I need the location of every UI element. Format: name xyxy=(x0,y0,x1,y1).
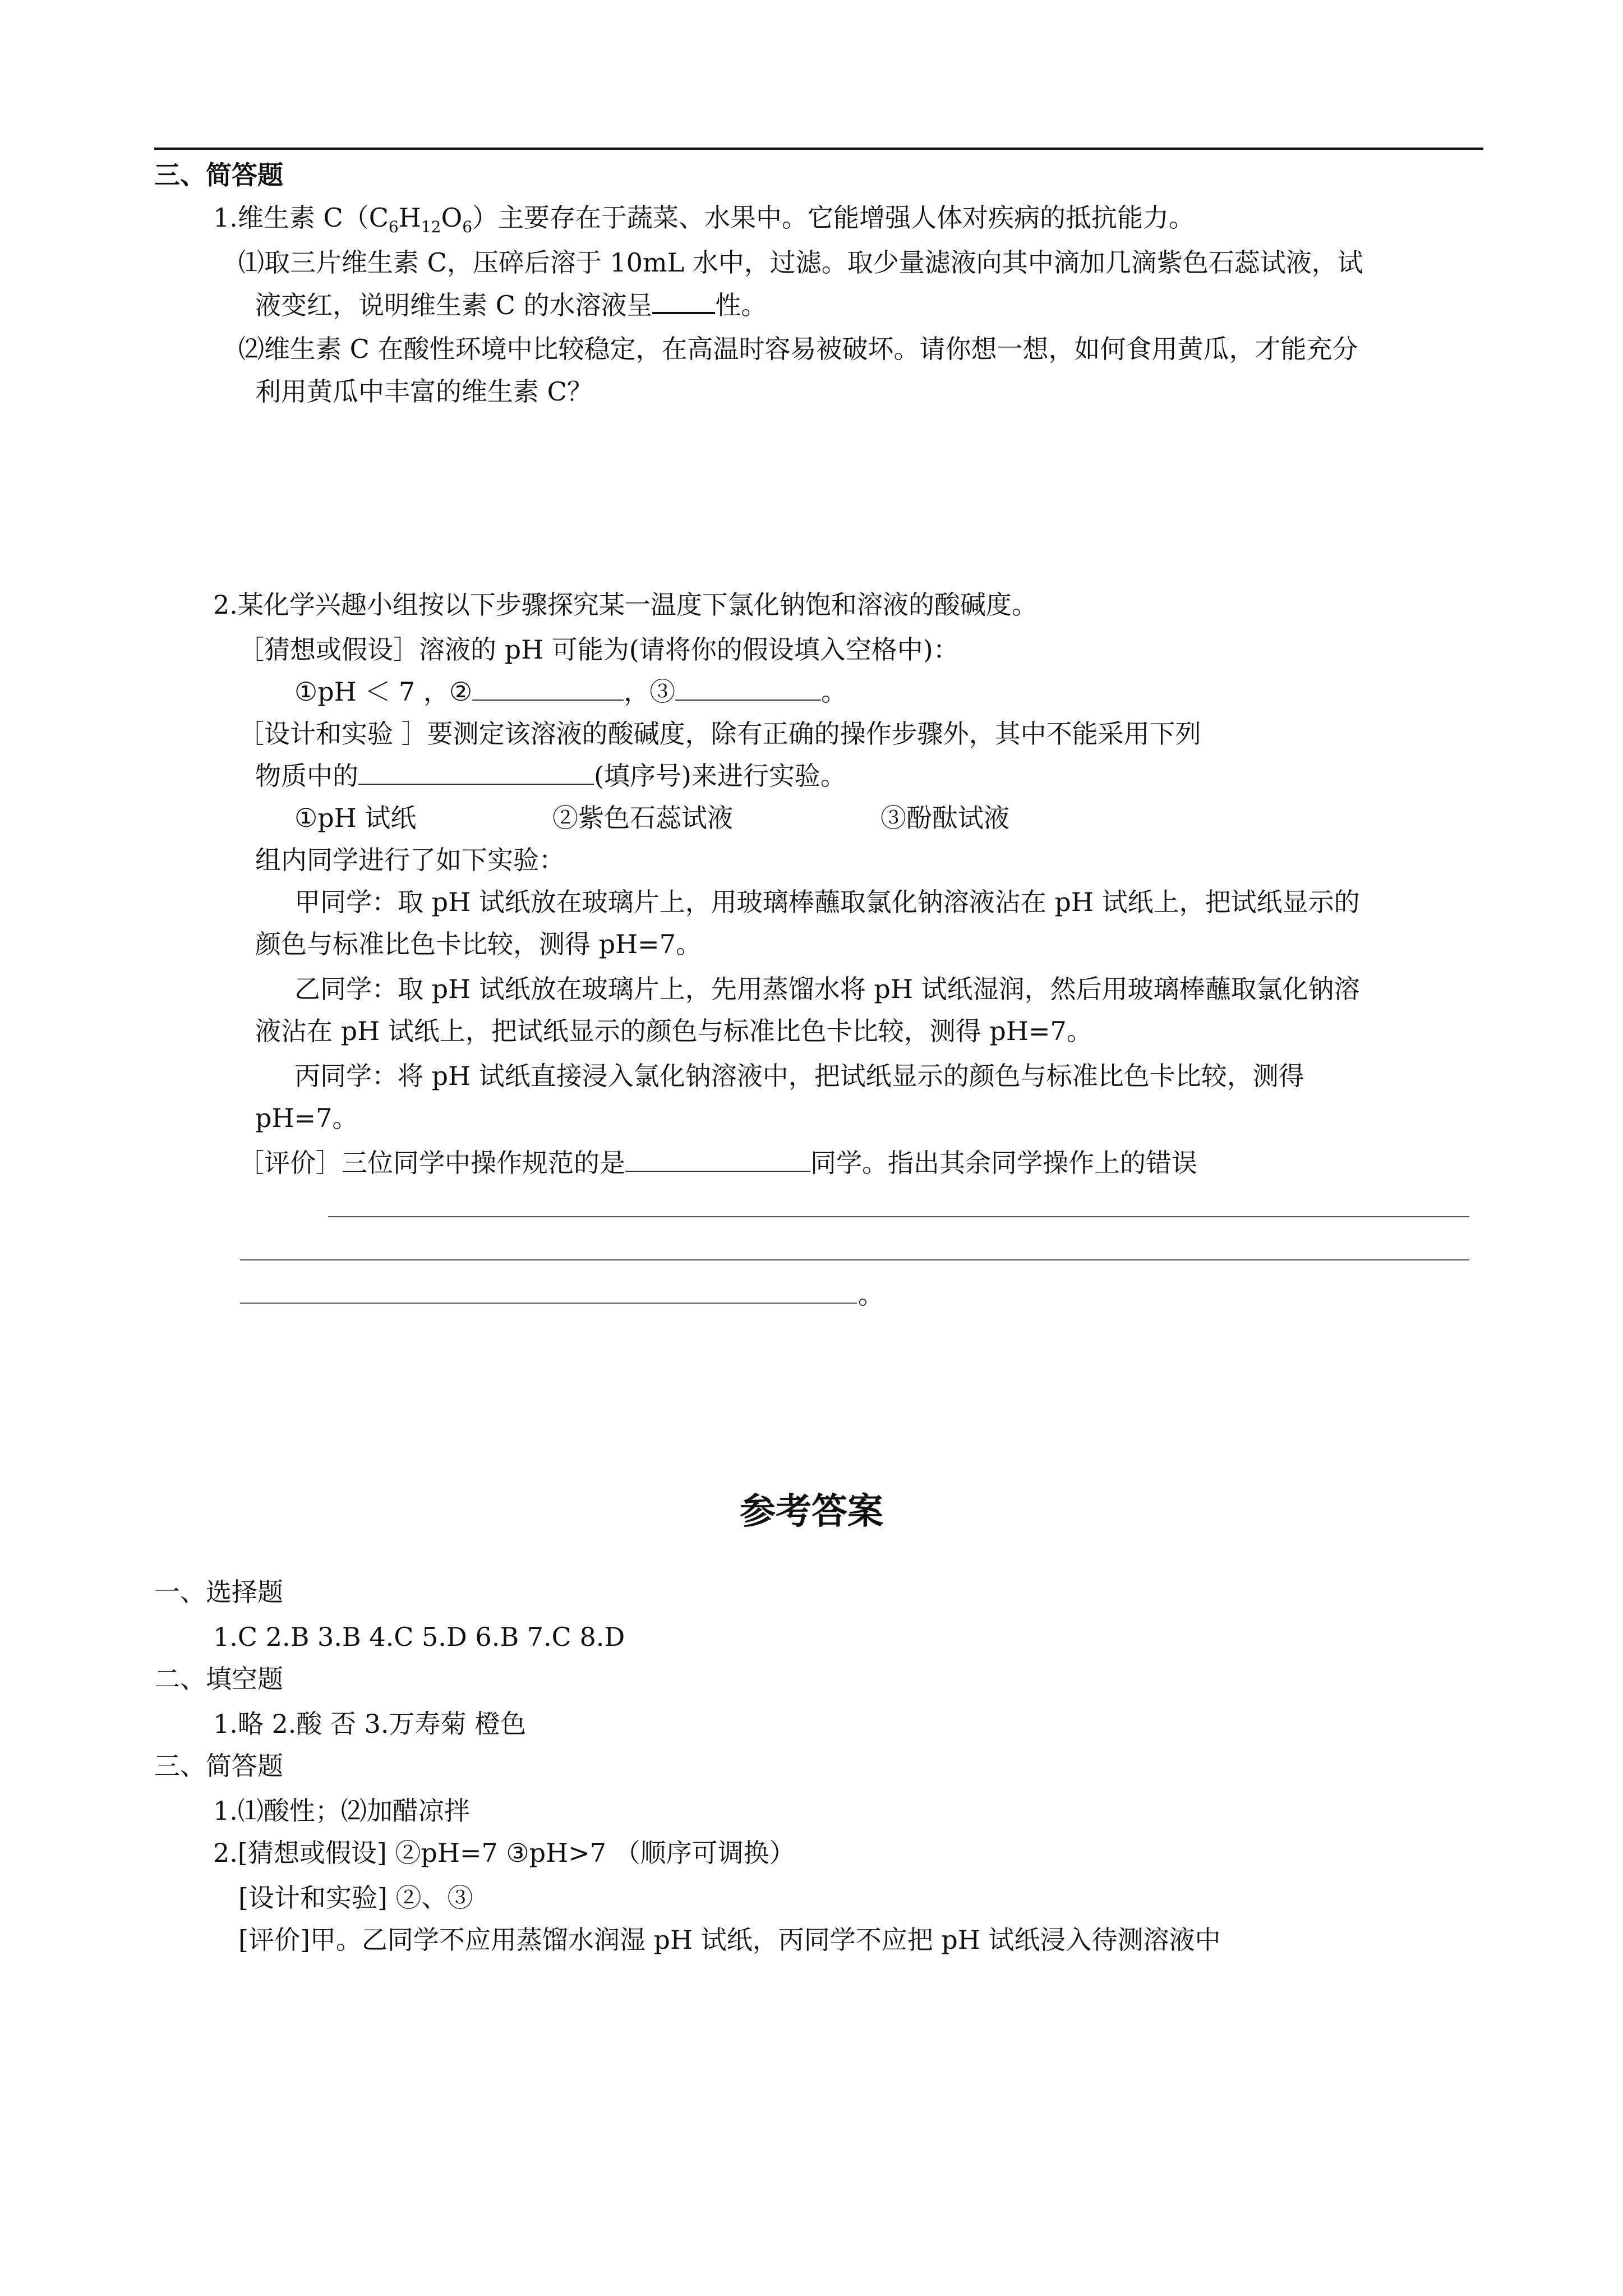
design-blank[interactable] xyxy=(358,759,594,785)
header-rule xyxy=(154,148,1483,150)
q1-stem xyxy=(213,201,1195,234)
q1-part2-line1: ⑵维生素 C 在酸性环境中比较稳定，在高温时容易被破坏。请你想一想，如何食用黄瓜，才能充分 xyxy=(238,334,1358,364)
jia-line1: 甲同学：取 pH 试纸放在玻璃片上，用玻璃棒蘸取氯化钠溶液沾在 pH 试纸上，把试纸显示的 xyxy=(294,887,1360,917)
section-heading-short-answer: 三、简答题 xyxy=(154,160,283,190)
answers-sec3-q2-line3: [评价]甲。乙同学不应用蒸馏水润湿 pH 试纸，丙同学不应把 pH 试纸浸入待测溶液中 xyxy=(238,1925,1221,1955)
reagent-ph-paper: ①pH 试纸 xyxy=(294,803,417,833)
bing-line1: 丙同学：将 pH 试纸直接浸入氯化钠溶液中，把试纸显示的颜色与标准比色卡比较，测得 xyxy=(294,1061,1304,1091)
q1-part2-line2: 利用黄瓜中丰富的维生素 C？ xyxy=(255,376,593,407)
q1-part1-suffix: 性。 xyxy=(715,290,767,320)
answers-sec3-q1: 1.⑴酸性；⑵加醋凉拌 xyxy=(213,1796,470,1826)
answer-line-2[interactable] xyxy=(240,1259,1469,1260)
option-ph-lt-7: ①pH ＜ 7 ，② xyxy=(294,677,473,707)
option-end: 。 xyxy=(821,677,847,707)
answers-sec3-q2-line1: 2.[猜想或假设] ②pH=7 ③pH>7 （顺序可调换） xyxy=(213,1838,795,1868)
jia-line2: 颜色与标准比色卡比较，测得 pH=7。 xyxy=(255,929,702,959)
eval-suffix: 同学。指出其余同学操作上的错误 xyxy=(810,1148,1197,1178)
answer-key-title: 参考答案 xyxy=(740,1490,883,1533)
answer-line-3[interactable] xyxy=(240,1303,857,1304)
q2-hypothesis: ［猜想或假设］溶液的 pH 可能为(请将你的假设填入空格中)： xyxy=(238,634,959,665)
option-sep: ，③ xyxy=(624,677,676,707)
eval-prefix: ［评价］三位同学中操作规范的是 xyxy=(238,1148,625,1178)
formula-subscript-c: 6 xyxy=(388,218,399,236)
q1-part1-line2 xyxy=(255,287,767,322)
answers-sec3-q2-line2: [设计和实验] ②、③ xyxy=(238,1883,473,1913)
q2-hypothesis-options xyxy=(294,675,847,708)
formula-subscript-h: 12 xyxy=(421,218,441,236)
design-suffix: (填序号)来进行实验。 xyxy=(594,761,846,791)
hypothesis-blank-3[interactable] xyxy=(675,675,821,701)
answers-sec2-list: 1.略 2.酸 否 3.万寿菊 橙色 xyxy=(213,1709,527,1739)
reagent-phenolphthalein: ③酚酞试液 xyxy=(880,803,1009,833)
hypothesis-blank-2[interactable] xyxy=(472,675,624,701)
q1-stem-suffix: ）主要存在于蔬菜、水果中。它能增强人体对疾病的抵抗能力。 xyxy=(472,203,1195,233)
formula-subscript-o: 6 xyxy=(462,218,473,236)
yi-line1: 乙同学：取 pH 试纸放在玻璃片上，先用蒸馏水将 pH 试纸湿润，然后用玻璃棒蘸取氯化钠溶 xyxy=(294,974,1360,1004)
q2-design-line2 xyxy=(255,759,846,793)
eval-blank[interactable] xyxy=(625,1146,810,1172)
yi-line2: 液沾在 pH 试纸上，把试纸显示的颜色与标准比色卡比较，测得 pH=7。 xyxy=(255,1016,1092,1046)
design-prefix: 物质中的 xyxy=(255,761,358,791)
q2-group: 组内同学进行了如下实验： xyxy=(255,845,565,875)
q1-part1-prefix: 液变红，说明维生素 C 的水溶液呈 xyxy=(255,290,653,320)
answer-line-1[interactable] xyxy=(328,1216,1469,1217)
q1-stem-prefix: 1.维生素 C（C xyxy=(213,203,389,233)
q1-answer-blank[interactable] xyxy=(652,287,715,314)
answers-sec1-heading: 一、选择题 xyxy=(154,1577,283,1607)
formula-o: O xyxy=(441,203,463,233)
answers-sec2-heading: 二、填空题 xyxy=(154,1664,283,1694)
answers-sec1-list: 1.C 2.B 3.B 4.C 5.D 6.B 7.C 8.D xyxy=(213,1622,625,1652)
formula-h: H xyxy=(398,203,421,233)
reagent-litmus: ②紫色石蕊试液 xyxy=(552,803,733,833)
bing-line2: pH=7。 xyxy=(255,1103,358,1133)
q2-evaluation xyxy=(238,1146,1197,1180)
q2-stem: 2.某化学兴趣小组按以下步骤探究某一温度下氯化钠饱和溶液的酸碱度。 xyxy=(213,590,1038,620)
q2-design-line1: ［设计和实验 ］要测定该溶液的酸碱度，除有正确的操作步骤外，其中不能采用下列 xyxy=(238,719,1201,749)
q1-part1-line1: ⑴取三片维生素 C，压碎后溶于 10mL 水中，过滤。取少量滤液向其中滴加几滴紫色石蕊试液，试 xyxy=(238,247,1363,278)
answers-sec3-heading: 三、简答题 xyxy=(154,1751,283,1781)
answer-end-mark: 。 xyxy=(858,1280,884,1310)
